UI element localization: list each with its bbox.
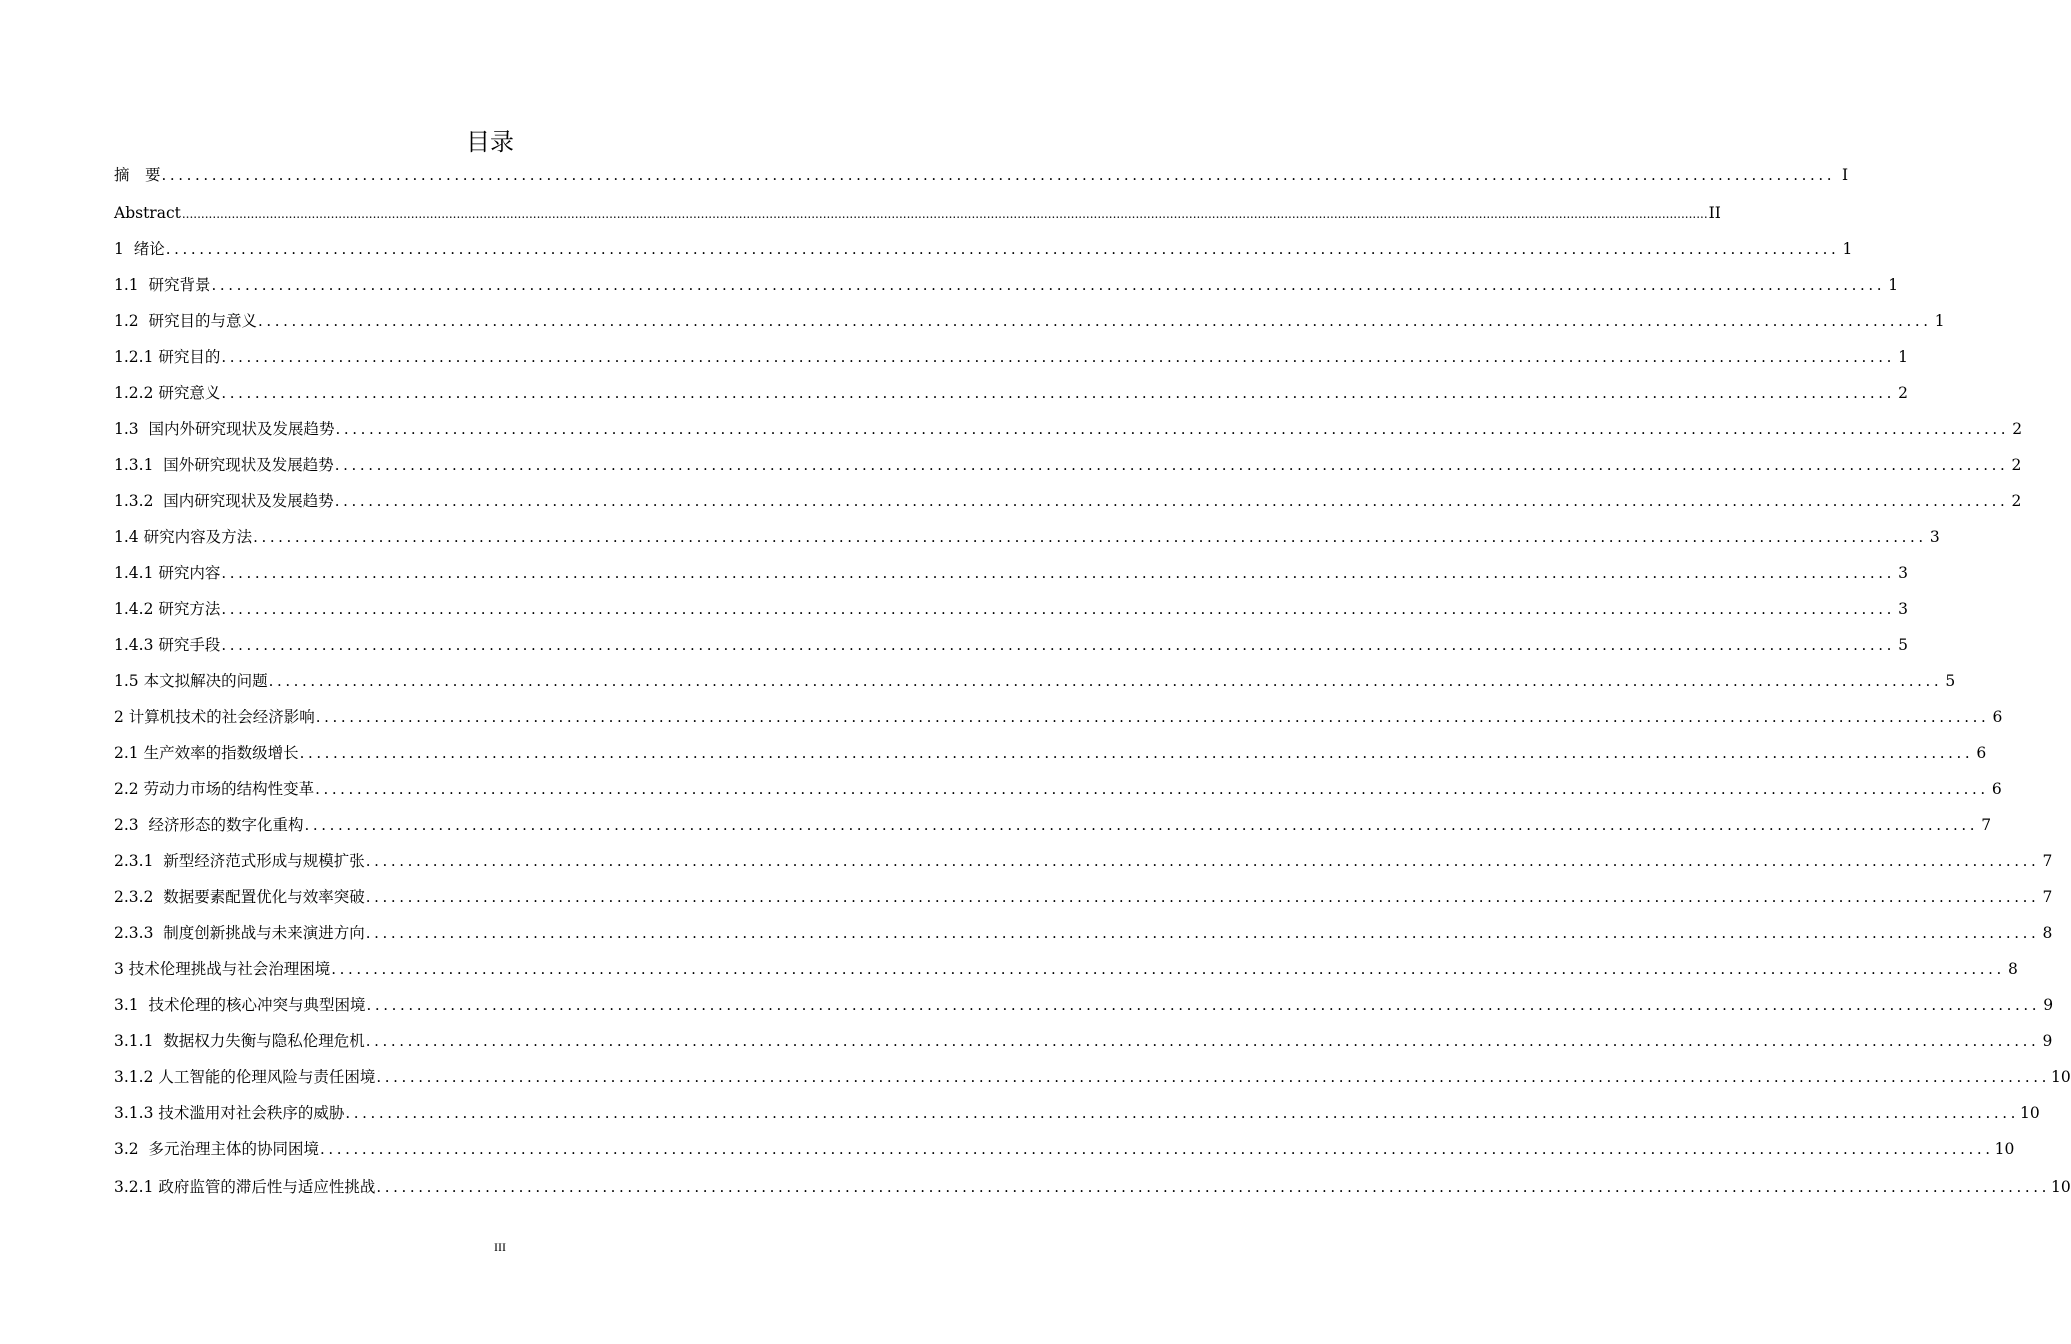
toc-entry[interactable] — [114, 1100, 2040, 1126]
dot-leader: ........................................................................................................................................................................................................ — [365, 924, 2040, 942]
toc-entry-page: 3 — [1898, 564, 1908, 582]
dot-leader: ........................................................................................................................................................................................................ — [221, 348, 1895, 366]
dot-leader: ........................................................................................................................................................................................................ — [258, 312, 1932, 330]
toc-entry-page: 6 — [1976, 744, 1987, 762]
toc-entry[interactable] — [114, 380, 1908, 406]
dot-leader: ................................................................................................................................................................................................................................................................................................................................................................................................................ — [181, 207, 1708, 221]
toc-entry-page: I — [1842, 166, 1849, 184]
toc-entry[interactable] — [114, 668, 1956, 694]
toc-entry-page: 7 — [1981, 816, 1992, 834]
toc-entry[interactable] — [114, 452, 2022, 478]
dot-leader: ........................................................................................................................................................................................................ — [376, 1068, 2050, 1086]
dot-leader: ........................................................................................................................................................................................................ — [221, 636, 1895, 654]
toc-entry[interactable] — [114, 200, 1721, 226]
toc-entry[interactable] — [114, 344, 1908, 370]
dot-leader: ........................................................................................................................................................................................................ — [304, 816, 1979, 834]
dot-leader: ........................................................................................................................................................................................................ — [161, 166, 1836, 184]
toc-entry-page: 5 — [1898, 636, 1908, 654]
toc-entry-page: 10 — [2051, 1178, 2071, 1196]
toc-entry-label: 3.1.2 人工智能的伦理风险与责任困境 — [114, 1068, 376, 1086]
dot-leader: ........................................................................................................................................................................................................ — [345, 1104, 2019, 1122]
toc-entry[interactable] — [114, 1064, 2071, 1090]
toc-entry-label: 2 计算机技术的社会经济影响 — [114, 708, 315, 726]
toc-entry[interactable] — [114, 162, 1849, 188]
toc-entry-label: 2.3.2 数据要素配置优化与效率突破 — [114, 888, 365, 906]
toc-entry-page: 9 — [2043, 996, 2054, 1014]
toc-entry-page: II — [1708, 204, 1721, 222]
toc-entry[interactable] — [114, 956, 2018, 982]
toc-entry-label: 1.3.2 国内研究现状及发展趋势 — [114, 492, 334, 510]
dot-leader: ........................................................................................................................................................................................................ — [315, 780, 1989, 798]
toc-entry-label: 2.2 劳动力市场的结构性变革 — [114, 780, 315, 798]
toc-entry[interactable] — [114, 1136, 2015, 1162]
toc-entry-label: 1.2 研究目的与意义 — [114, 312, 258, 330]
dot-leader: ........................................................................................................................................................................................................ — [253, 528, 1927, 546]
toc-entry[interactable] — [114, 308, 1945, 334]
toc-entry-label: 1 绪论 — [114, 240, 165, 258]
dot-leader: ........................................................................................................................................................................................................ — [365, 888, 2040, 906]
toc-entry[interactable] — [114, 596, 1908, 622]
dot-leader: ........................................................................................................................................................................................................ — [366, 996, 2041, 1014]
toc-entry-page: 7 — [2042, 852, 2053, 870]
page-number-footer: III — [494, 1240, 506, 1254]
dot-leader: ........................................................................................................................................................................................................ — [376, 1178, 2050, 1196]
toc-entry[interactable] — [114, 632, 1908, 658]
toc-entry[interactable] — [114, 272, 1899, 298]
dot-leader: ........................................................................................................................................................................................................ — [315, 708, 1990, 726]
toc-entry-page: 1 — [1934, 312, 1945, 330]
toc-entry-page: 8 — [2008, 960, 2018, 978]
toc-entry[interactable] — [114, 524, 1940, 550]
dot-leader: ........................................................................................................................................................................................................ — [331, 960, 2005, 978]
toc-entry-page: 2 — [2011, 456, 2022, 474]
toc-title: 目录 — [466, 128, 514, 156]
toc-entry[interactable] — [114, 560, 1908, 586]
toc-entry-page: 1 — [1888, 276, 1899, 294]
dot-leader: ........................................................................................................................................................................................................ — [221, 600, 1895, 618]
dot-leader: ........................................................................................................................................................................................................ — [365, 852, 2040, 870]
toc-entry-page: 7 — [2042, 888, 2053, 906]
toc-entry[interactable] — [114, 776, 2002, 802]
toc-entry[interactable] — [114, 236, 1853, 262]
toc-entry-label: 2.3 经济形态的数字化重构 — [114, 816, 304, 834]
toc-entry-page: 5 — [1945, 672, 1956, 690]
toc-entry-label: 3.1.3 技术滥用对社会秩序的威胁 — [114, 1104, 345, 1122]
toc-entry-label: 3.1.1 数据权力失衡与隐私伦理危机 — [114, 1032, 365, 1050]
toc-entry-page: 6 — [1991, 780, 2002, 798]
toc-entry[interactable] — [114, 992, 2054, 1018]
toc-entry[interactable] — [114, 488, 2022, 514]
toc-entry-page: 9 — [2042, 1032, 2053, 1050]
toc-entry-page: 10 — [2020, 1104, 2040, 1122]
toc-entry-page: 1 — [1842, 240, 1853, 258]
toc-entry-label: 3.2.1 政府监管的滞后性与适应性挑战 — [114, 1178, 376, 1196]
dot-leader: ........................................................................................................................................................................................................ — [365, 1032, 2040, 1050]
toc-entry-page: 2 — [1898, 384, 1908, 402]
dot-leader: ........................................................................................................................................................................................................ — [299, 744, 1974, 762]
toc-entry-label: 1.4 研究内容及方法 — [114, 528, 253, 546]
toc-entry-label: Abstract — [114, 204, 181, 222]
dot-leader: ........................................................................................................................................................................................................ — [211, 276, 1886, 294]
toc-entry-label: 3.2 多元治理主体的协同困境 — [114, 1140, 320, 1158]
toc-entry[interactable] — [114, 920, 2053, 946]
toc-entry-page: 6 — [1992, 708, 2003, 726]
toc-entry[interactable] — [114, 740, 1987, 766]
toc-entry-page: 2 — [2012, 420, 2023, 438]
toc-entry[interactable] — [114, 884, 2053, 910]
toc-entry-page: 8 — [2042, 924, 2053, 942]
toc-entry-label: 3 技术伦理挑战与社会治理困境 — [114, 960, 331, 978]
toc-entry[interactable] — [114, 812, 1992, 838]
toc-entry-label: 2.3.1 新型经济范式形成与规模扩张 — [114, 852, 365, 870]
toc-entry-label: 2.1 生产效率的指数级增长 — [114, 744, 299, 762]
dot-leader: ........................................................................................................................................................................................................ — [335, 420, 2010, 438]
toc-entry-page: 10 — [2051, 1068, 2071, 1086]
toc-entry-page: 2 — [2011, 492, 2022, 510]
toc-entry-label: 1.5 本文拟解决的问题 — [114, 672, 268, 690]
dot-leader: ........................................................................................................................................................................................................ — [320, 1140, 1994, 1158]
dot-leader: ........................................................................................................................................................................................................ — [221, 564, 1895, 582]
toc-entry-page: 10 — [1994, 1140, 2015, 1158]
toc-entry-label: 1.2.1 研究目的 — [114, 348, 221, 366]
toc-entry-label: 1.3.1 国外研究现状及发展趋势 — [114, 456, 334, 474]
dot-leader: ........................................................................................................................................................................................................ — [334, 456, 2009, 474]
toc-entry-label: 摘 要 — [114, 166, 161, 184]
toc-entry[interactable] — [114, 1028, 2053, 1054]
dot-leader: ........................................................................................................................................................................................................ — [268, 672, 1943, 690]
toc-entry[interactable] — [114, 704, 2003, 730]
dot-leader: ........................................................................................................................................................................................................ — [334, 492, 2009, 510]
toc-entry-page: 3 — [1929, 528, 1940, 546]
toc-entry-label: 1.2.2 研究意义 — [114, 384, 221, 402]
toc-entry-page: 3 — [1898, 600, 1908, 618]
toc-entry-label: 1.4.3 研究手段 — [114, 636, 221, 654]
dot-leader: ........................................................................................................................................................................................................ — [221, 384, 1895, 402]
toc-entry-label: 1.4.2 研究方法 — [114, 600, 221, 618]
toc-entry-label: 1.4.1 研究内容 — [114, 564, 221, 582]
dot-leader: ........................................................................................................................................................................................................ — [165, 240, 1840, 258]
toc-entry-label: 3.1 技术伦理的核心冲突与典型困境 — [114, 996, 366, 1014]
toc-entry-label: 1.3 国内外研究现状及发展趋势 — [114, 420, 335, 438]
toc-entry-label: 1.1 研究背景 — [114, 276, 211, 294]
toc-entry-label: 2.3.3 制度创新挑战与未来演进方向 — [114, 924, 365, 942]
toc-entry-page: 1 — [1898, 348, 1908, 366]
toc-entry[interactable] — [114, 848, 2053, 874]
toc-entry[interactable] — [114, 416, 2023, 442]
toc-entry[interactable] — [114, 1174, 2071, 1200]
